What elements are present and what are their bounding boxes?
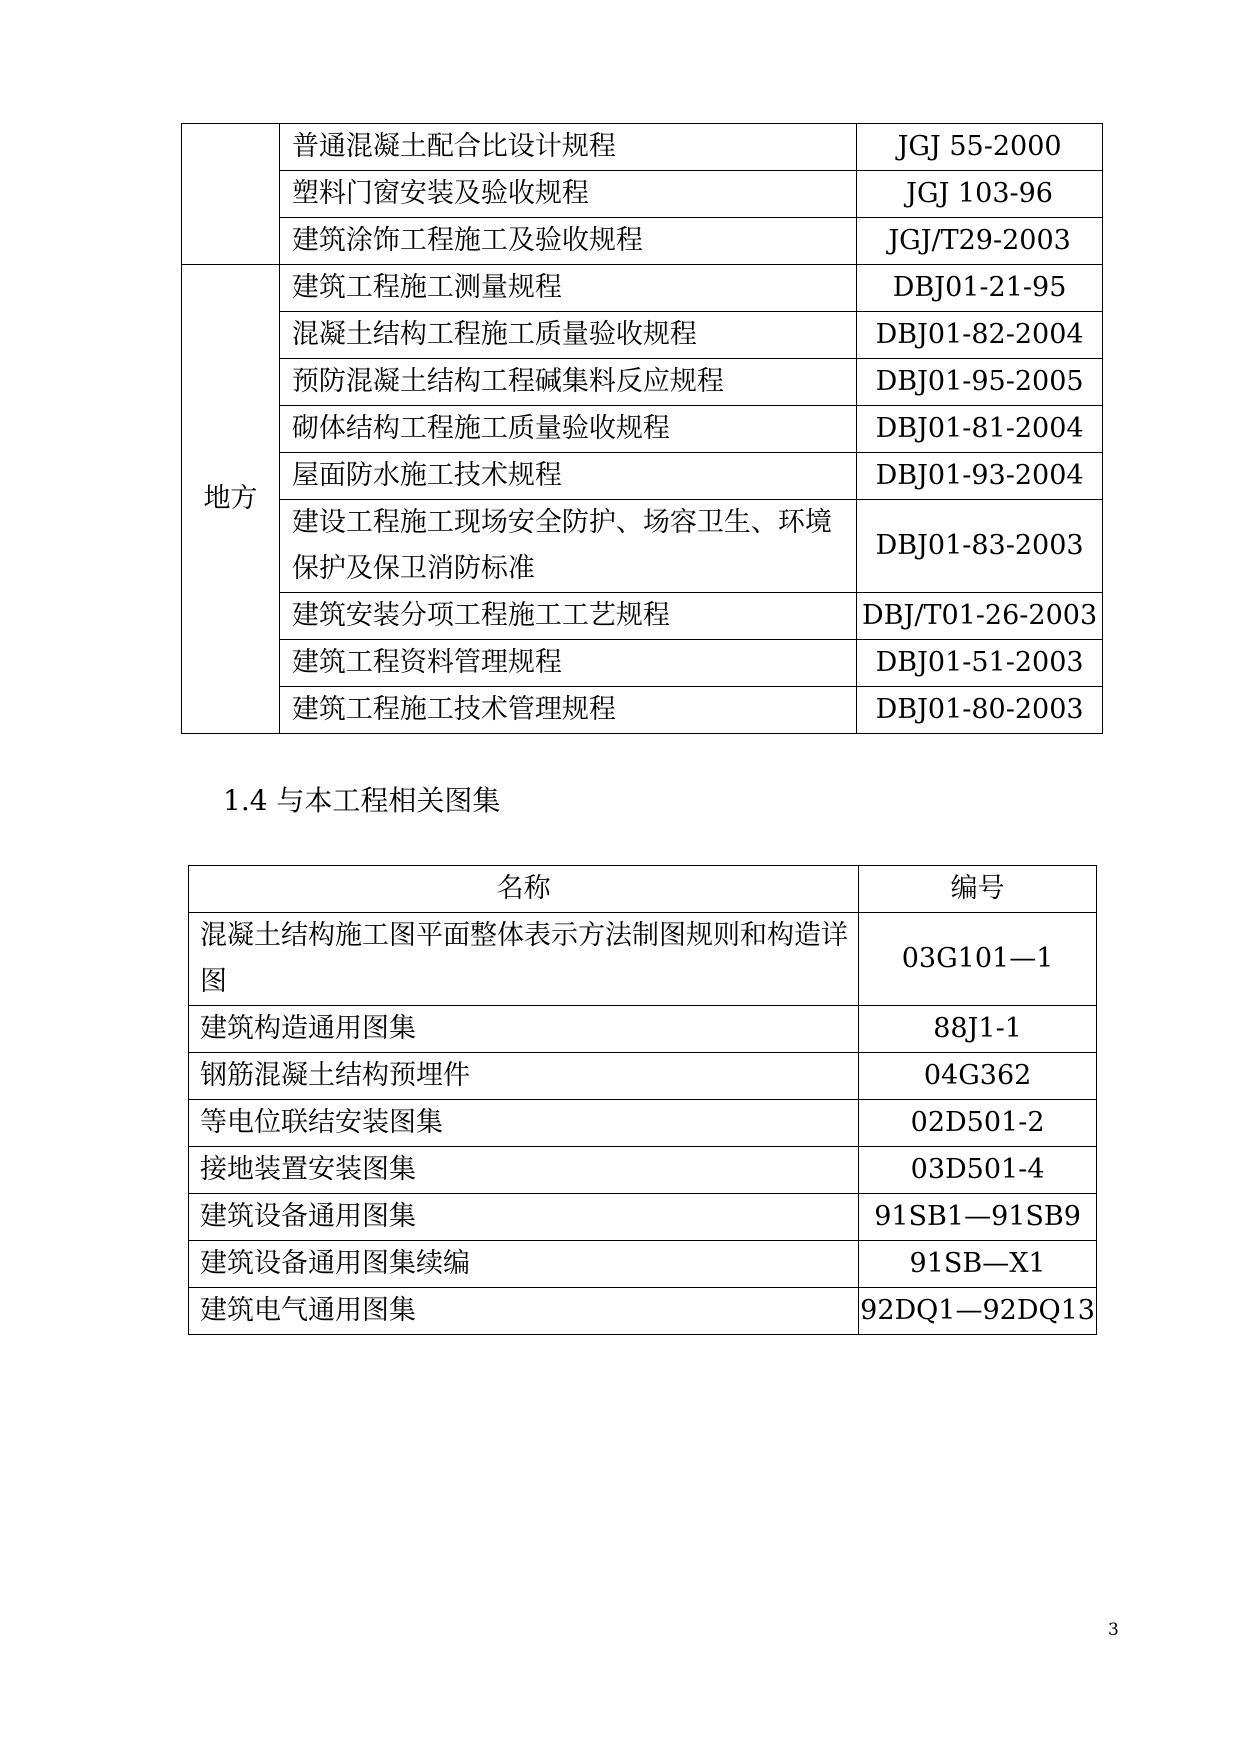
table-row bbox=[182, 453, 1103, 500]
standard-code: DBJ01-95-2005 bbox=[857, 359, 1103, 406]
standard-code: DBJ/T01-26-2003 bbox=[857, 593, 1103, 640]
table-row bbox=[182, 359, 1103, 406]
table-row bbox=[182, 312, 1103, 359]
table-row bbox=[189, 1147, 1097, 1194]
standard-code: DBJ01-80-2003 bbox=[857, 687, 1103, 734]
table-row bbox=[182, 124, 1103, 171]
column-header-name: 名称 bbox=[189, 866, 859, 913]
standard-name: 预防混凝土结构工程碱集料反应规程 bbox=[279, 359, 856, 406]
table-row bbox=[189, 1288, 1097, 1335]
standard-name: 普通混凝土配合比设计规程 bbox=[279, 124, 856, 171]
standard-name: 建筑工程施工技术管理规程 bbox=[279, 687, 856, 734]
atlas-name: 等电位联结安装图集 bbox=[189, 1100, 859, 1147]
atlas-code: 03D501-4 bbox=[859, 1147, 1097, 1194]
standard-code: JGJ 55-2000 bbox=[857, 124, 1103, 171]
table-row bbox=[182, 687, 1103, 734]
standard-name: 建筑安装分项工程施工工艺规程 bbox=[279, 593, 856, 640]
table-row bbox=[182, 500, 1103, 593]
standard-code: DBJ01-21-95 bbox=[857, 265, 1103, 312]
table-row bbox=[189, 913, 1097, 1006]
standard-name: 混凝土结构工程施工质量验收规程 bbox=[279, 312, 856, 359]
standard-name: 塑料门窗安装及验收规程 bbox=[279, 171, 856, 218]
column-header-code: 编号 bbox=[859, 866, 1097, 913]
standard-code: DBJ01-82-2004 bbox=[857, 312, 1103, 359]
standard-code: DBJ01-83-2003 bbox=[857, 500, 1103, 593]
section-heading: 1.4 与本工程相关图集 bbox=[223, 784, 501, 817]
standard-name: 砌体结构工程施工质量验收规程 bbox=[279, 406, 856, 453]
standard-name: 建筑工程施工测量规程 bbox=[279, 265, 856, 312]
standards-table bbox=[181, 123, 1103, 734]
standard-name: 建筑工程资料管理规程 bbox=[279, 640, 856, 687]
atlas-code: 04G362 bbox=[859, 1053, 1097, 1100]
atlas-table bbox=[188, 865, 1097, 1335]
table-row bbox=[189, 1100, 1097, 1147]
table-row bbox=[189, 1053, 1097, 1100]
table-row bbox=[182, 171, 1103, 218]
atlas-name: 接地装置安装图集 bbox=[189, 1147, 859, 1194]
atlas-name: 建筑设备通用图集 bbox=[189, 1194, 859, 1241]
category-cell-local: 地方 bbox=[182, 265, 280, 734]
atlas-name: 建筑电气通用图集 bbox=[189, 1288, 859, 1335]
atlas-code: 91SB—X1 bbox=[859, 1241, 1097, 1288]
table-row bbox=[189, 1194, 1097, 1241]
standard-code: DBJ01-81-2004 bbox=[857, 406, 1103, 453]
standard-name: 建设工程施工现场安全防护、场容卫生、环境保护及保卫消防标准 bbox=[279, 500, 856, 593]
page-number: 3 bbox=[1108, 1620, 1119, 1640]
atlas-code: 03G101—1 bbox=[859, 913, 1097, 1006]
atlas-code: 88J1-1 bbox=[859, 1006, 1097, 1053]
standard-code: DBJ01-93-2004 bbox=[857, 453, 1103, 500]
table-row bbox=[182, 218, 1103, 265]
atlas-code: 92DQ1—92DQ13 bbox=[859, 1288, 1097, 1335]
table-row bbox=[182, 406, 1103, 453]
table-row bbox=[182, 265, 1103, 312]
standard-name: 屋面防水施工技术规程 bbox=[279, 453, 856, 500]
atlas-name: 钢筋混凝土结构预埋件 bbox=[189, 1053, 859, 1100]
atlas-name: 建筑构造通用图集 bbox=[189, 1006, 859, 1053]
standard-code: JGJ/T29-2003 bbox=[857, 218, 1103, 265]
standard-code: DBJ01-51-2003 bbox=[857, 640, 1103, 687]
atlas-name: 混凝土结构施工图平面整体表示方法制图规则和构造详图 bbox=[189, 913, 859, 1006]
atlas-name: 建筑设备通用图集续编 bbox=[189, 1241, 859, 1288]
table-row bbox=[189, 1006, 1097, 1053]
standard-code: JGJ 103-96 bbox=[857, 171, 1103, 218]
table-row bbox=[189, 1241, 1097, 1288]
atlas-code: 02D501-2 bbox=[859, 1100, 1097, 1147]
atlas-code: 91SB1—91SB9 bbox=[859, 1194, 1097, 1241]
table-header-row bbox=[189, 866, 1097, 913]
table-row bbox=[182, 640, 1103, 687]
standard-name: 建筑涂饰工程施工及验收规程 bbox=[279, 218, 856, 265]
table-row bbox=[182, 593, 1103, 640]
category-cell-blank bbox=[182, 124, 280, 265]
